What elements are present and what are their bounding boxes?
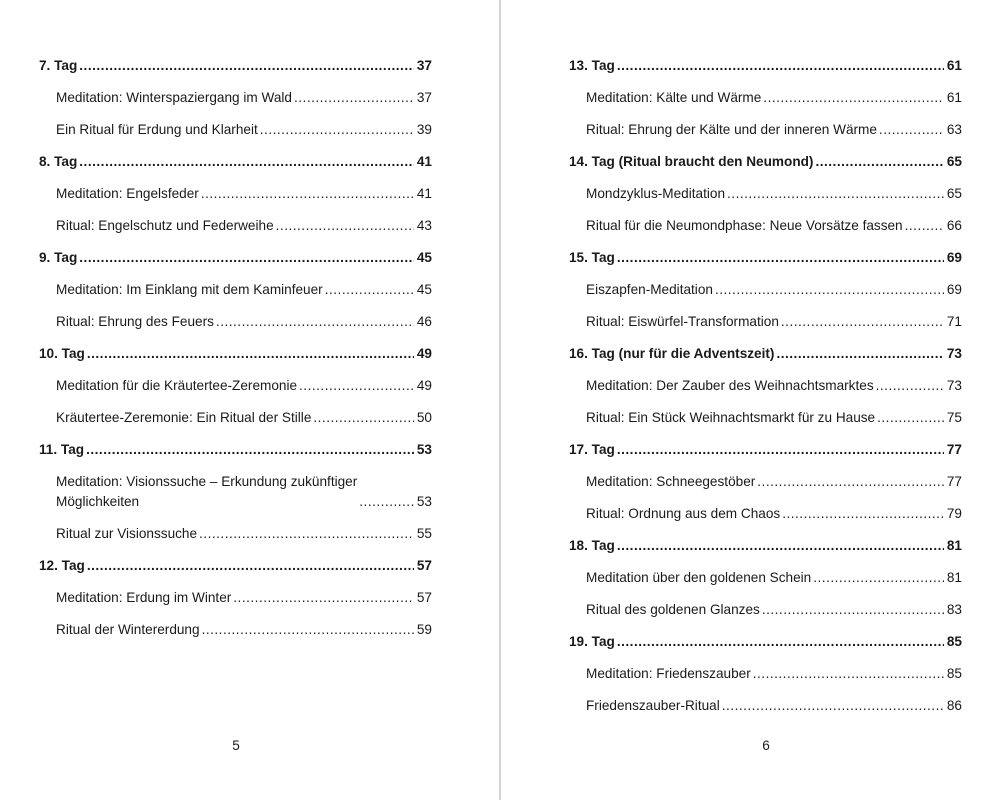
dot-leader	[617, 56, 944, 76]
dot-leader	[781, 312, 944, 332]
toc-entry-page-number: 39	[416, 122, 432, 137]
toc-entry-title: 11. Tag	[39, 442, 85, 457]
toc-entry-title: Ritual: Engelschutz und Federweihe	[56, 218, 274, 233]
dot-leader	[202, 620, 414, 640]
toc-section-entry[interactable]	[56, 280, 432, 300]
toc-entry-title-wrap	[56, 472, 357, 512]
toc-entry-title: Ritual der Wintererdung	[56, 622, 200, 637]
toc-section-entry[interactable]	[56, 88, 432, 108]
toc-entry-title: 17. Tag	[569, 442, 615, 457]
toc-section-entry[interactable]	[586, 504, 962, 524]
toc-entry-page-number: 57	[416, 590, 432, 605]
toc-entry-title: 14. Tag (Ritual braucht den Neumond)	[569, 154, 814, 169]
toc-entry-page-number: 55	[416, 526, 432, 541]
dot-leader	[617, 440, 944, 460]
dot-leader	[359, 492, 414, 512]
toc-entry-page-number: 85	[946, 634, 962, 649]
toc-entry-page-number: 85	[946, 666, 962, 681]
toc-section-entry[interactable]	[56, 312, 432, 332]
toc-chapter-entry[interactable]	[569, 248, 962, 268]
toc-entry-page-number: 49	[416, 378, 432, 393]
toc-entry-page-number: 61	[946, 58, 962, 73]
toc-entry-title: 18. Tag	[569, 538, 615, 553]
toc-section-entry[interactable]	[56, 472, 432, 512]
toc-entry-page-number: 73	[946, 346, 962, 361]
toc-entry-title: Meditation: Schneegestöber	[586, 474, 756, 489]
dot-leader	[79, 152, 414, 172]
toc-entry-title: 9. Tag	[39, 250, 78, 265]
toc-chapter-entry[interactable]	[39, 440, 432, 460]
toc-chapter-entry[interactable]	[569, 152, 962, 172]
toc-entry-title: 8. Tag	[39, 154, 78, 169]
dot-leader	[753, 664, 944, 684]
toc-chapter-entry[interactable]	[39, 56, 432, 76]
dot-leader	[762, 600, 944, 620]
page-number: 6	[762, 738, 770, 753]
toc-entry-title: Ritual: Ehrung der Kälte und der inneren Wärme	[586, 122, 877, 137]
toc-entry-page-number: 49	[416, 346, 432, 361]
toc-entry-title: Meditation für die Kräutertee-Zeremonie	[56, 378, 298, 393]
dot-leader	[813, 568, 944, 588]
toc-entry-page-number: 73	[946, 378, 962, 393]
toc-section-entry[interactable]	[586, 376, 962, 396]
toc-section-entry[interactable]	[586, 568, 962, 588]
toc-chapter-entry[interactable]	[569, 56, 962, 76]
dot-leader	[876, 376, 944, 396]
toc-chapter-entry[interactable]	[569, 536, 962, 556]
toc-entry-title: Meditation: Erdung im Winter	[56, 590, 232, 605]
table-of-contents-left	[39, 56, 432, 652]
toc-entry-page-number: 41	[416, 154, 432, 169]
toc-entry-page-number: 45	[416, 282, 432, 297]
dot-leader	[87, 556, 414, 576]
toc-entry-page-number: 79	[946, 506, 962, 521]
dot-leader	[199, 524, 414, 544]
toc-chapter-entry[interactable]	[569, 440, 962, 460]
dot-leader	[905, 216, 944, 236]
toc-entry-page-number: 53	[416, 442, 432, 457]
toc-entry-page-number: 77	[946, 474, 962, 489]
page-number: 5	[232, 738, 240, 753]
toc-entry-page-number: 37	[416, 90, 432, 105]
toc-entry-title: Meditation: Winterspaziergang im Wald	[56, 90, 292, 105]
toc-entry-page-number: 69	[946, 282, 962, 297]
toc-section-entry[interactable]	[586, 312, 962, 332]
toc-entry-page-number: 66	[946, 218, 962, 233]
toc-entry-page-number: 43	[416, 218, 432, 233]
table-of-contents-right	[569, 56, 962, 728]
dot-leader	[782, 504, 944, 524]
toc-section-entry[interactable]	[56, 376, 432, 396]
toc-chapter-entry[interactable]	[39, 152, 432, 172]
dot-leader	[757, 472, 944, 492]
toc-section-entry[interactable]	[56, 408, 432, 428]
toc-chapter-entry[interactable]	[39, 344, 432, 364]
toc-entry-page-number: 63	[946, 122, 962, 137]
toc-chapter-entry[interactable]	[569, 632, 962, 652]
toc-entry-page-number: 69	[946, 250, 962, 265]
toc-chapter-entry[interactable]	[569, 344, 962, 364]
toc-section-entry[interactable]	[56, 216, 432, 236]
dot-leader	[276, 216, 414, 236]
dot-leader	[815, 152, 943, 172]
toc-entry-title: Eiszapfen-Meditation	[586, 282, 713, 297]
dot-leader	[763, 88, 944, 108]
toc-entry-page-number: 86	[946, 698, 962, 713]
toc-section-entry[interactable]	[586, 184, 962, 204]
toc-entry-page-number: 77	[946, 442, 962, 457]
toc-entry-page-number: 75	[946, 410, 962, 425]
toc-entry-title: 13. Tag	[569, 58, 615, 73]
toc-entry-title: Meditation über den goldenen Schein	[586, 570, 812, 585]
toc-entry-page-number: 61	[946, 90, 962, 105]
dot-leader	[79, 248, 414, 268]
dot-leader	[299, 376, 414, 396]
toc-section-entry[interactable]	[56, 524, 432, 544]
toc-entry-page-number: 65	[946, 186, 962, 201]
toc-entry-title: Meditation: Kälte und Wärme	[586, 90, 762, 105]
dot-leader	[776, 344, 943, 364]
toc-entry-page-number: 41	[416, 186, 432, 201]
toc-section-entry[interactable]	[586, 472, 962, 492]
dot-leader	[877, 408, 944, 428]
toc-entry-title: 16. Tag (nur für die Adventszeit)	[569, 346, 775, 361]
toc-entry-title-continued: Möglichkeiten	[56, 494, 140, 509]
dot-leader	[294, 88, 414, 108]
toc-section-entry[interactable]	[586, 216, 962, 236]
toc-entry-title: Ritual: Ehrung des Feuers	[56, 314, 214, 329]
toc-entry-title: Meditation: Engelsfeder	[56, 186, 199, 201]
toc-chapter-entry[interactable]	[39, 248, 432, 268]
dot-leader	[201, 184, 414, 204]
toc-entry-page-number: 45	[416, 250, 432, 265]
toc-section-entry[interactable]	[586, 664, 962, 684]
toc-entry-title: Meditation: Friedenszauber	[586, 666, 751, 681]
toc-entry-title: Ritual: Eiswürfel-Transformation	[586, 314, 779, 329]
toc-entry-title: Meditation: Im Einklang mit dem Kaminfeuer	[56, 282, 323, 297]
toc-entry-title: 7. Tag	[39, 58, 78, 73]
toc-entry-title: Mondzyklus-Meditation	[586, 186, 726, 201]
toc-entry-title: 10. Tag	[39, 346, 85, 361]
toc-entry-title: Ritual zur Visionssuche	[56, 526, 198, 541]
toc-entry-page-number: 59	[416, 622, 432, 637]
dot-leader	[233, 588, 414, 608]
right-page	[501, 0, 1000, 800]
toc-section-entry[interactable]	[586, 696, 962, 716]
toc-section-entry[interactable]	[586, 120, 962, 140]
toc-entry-title: 19. Tag	[569, 634, 615, 649]
toc-entry-title: Kräutertee-Zeremonie: Ein Ritual der Stille	[56, 410, 312, 425]
toc-section-entry[interactable]	[56, 120, 432, 140]
toc-entry-page-number: 50	[416, 410, 432, 425]
toc-section-entry[interactable]	[56, 588, 432, 608]
toc-section-entry[interactable]	[586, 408, 962, 428]
toc-entry-title: Meditation: Der Zauber des Weihnachtsmarktes	[586, 378, 874, 393]
dot-leader	[325, 280, 414, 300]
toc-entry-page-number: 53	[416, 494, 432, 509]
toc-chapter-entry[interactable]	[39, 556, 432, 576]
dot-leader	[87, 344, 414, 364]
toc-entry-page-number: 71	[946, 314, 962, 329]
toc-entry-title: Ritual: Ein Stück Weihnachtsmarkt für zu Hause	[586, 410, 876, 425]
toc-entry-page-number: 57	[416, 558, 432, 573]
toc-entry-page-number: 81	[946, 538, 962, 553]
toc-entry-title: Ritual: Ordnung aus dem Chaos	[586, 506, 781, 521]
dot-leader	[313, 408, 414, 428]
toc-entry-title: Friedenszauber-Ritual	[586, 698, 720, 713]
dot-leader	[879, 120, 944, 140]
dot-leader	[79, 56, 414, 76]
toc-section-entry[interactable]	[586, 600, 962, 620]
toc-section-entry[interactable]	[586, 88, 962, 108]
toc-entry-title: Meditation: Visionssuche – Erkundung zukünftiger	[56, 474, 358, 489]
toc-entry-title: Ritual für die Neumondphase: Neue Vorsätze fassen	[586, 218, 903, 233]
toc-entry-page-number: 65	[946, 154, 962, 169]
toc-entry-title: 12. Tag	[39, 558, 85, 573]
dot-leader	[722, 696, 944, 716]
toc-entry-title: Ritual des goldenen Glanzes	[586, 602, 760, 617]
dot-leader	[617, 536, 944, 556]
toc-entry-title: 15. Tag	[569, 250, 615, 265]
dot-leader	[86, 440, 414, 460]
toc-section-entry[interactable]	[56, 184, 432, 204]
toc-entry-page-number: 46	[416, 314, 432, 329]
dot-leader	[617, 632, 944, 652]
dot-leader	[260, 120, 414, 140]
dot-leader	[727, 184, 944, 204]
toc-section-entry[interactable]	[586, 280, 962, 300]
dot-leader	[617, 248, 944, 268]
dot-leader	[715, 280, 944, 300]
dot-leader	[216, 312, 414, 332]
toc-section-entry[interactable]	[56, 620, 432, 640]
toc-entry-title: Ein Ritual für Erdung und Klarheit	[56, 122, 258, 137]
toc-entry-page-number: 37	[416, 58, 432, 73]
toc-entry-page-number: 83	[946, 602, 962, 617]
toc-entry-page-number: 81	[946, 570, 962, 585]
